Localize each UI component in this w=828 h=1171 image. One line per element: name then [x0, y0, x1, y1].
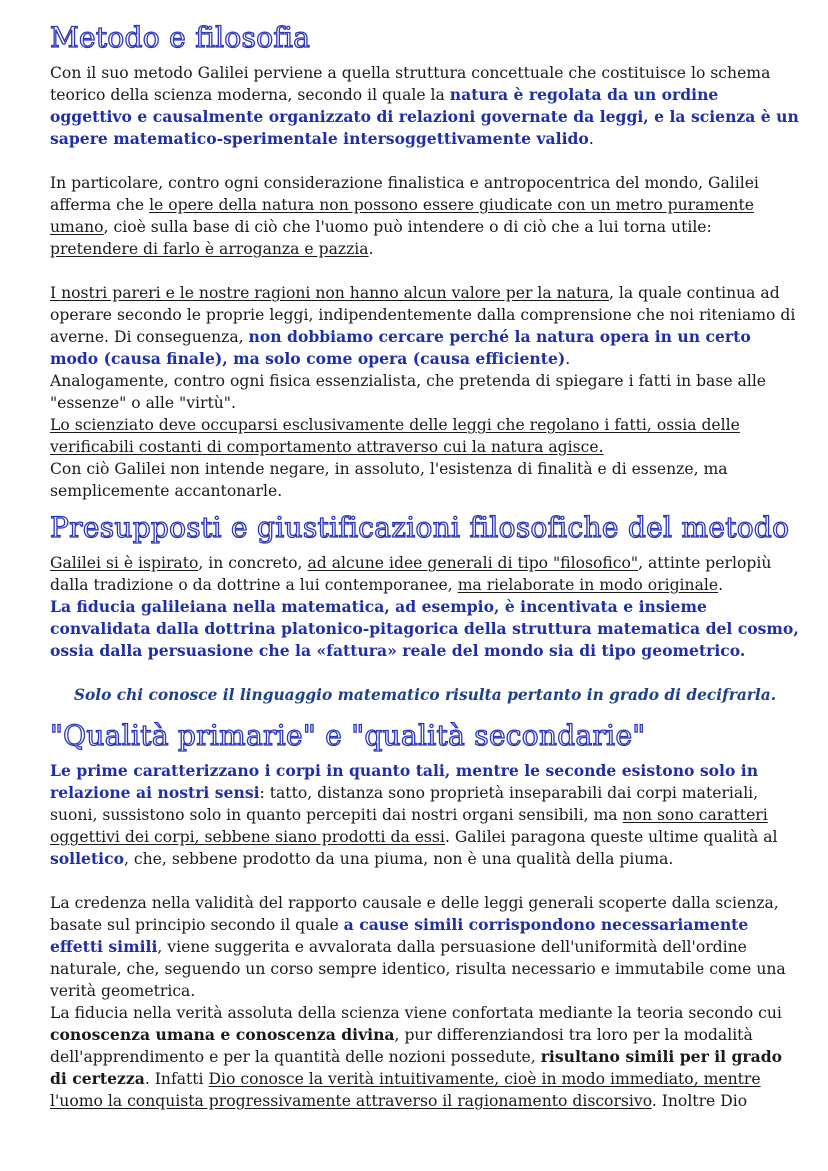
underlined-text: non sono caratteri oggettivi dei corpi, sebbene siano prodotti da essi: [50, 806, 768, 846]
underlined-text: Lo scienziato deve occuparsi esclusivamente delle leggi che regolano i fatti, ossia delle verificabili costanti di comportamento attraverso cui la natura agisce.: [50, 416, 740, 456]
text: .: [368, 240, 374, 258]
underlined-text: Galilei si è ispirato: [50, 554, 199, 572]
underlined-text: Dio conosce la verità intuitivamente, cioè in modo immediato, mentre l'uomo la conquista progressivamente attraverso il ragionamento discorsivo: [50, 1070, 761, 1110]
text: . Inoltre Dio: [651, 1092, 748, 1110]
text: .: [718, 576, 724, 594]
text: , viene suggerita e avvalorata dalla persuasione dell'uniformità dell'ordine naturale, che, seguendo un corso sempre identico, risulta necessario e immutabile come una verità geometrica.: [50, 938, 786, 1000]
text: , pur differenziandosi tra loro per la modalità dell'apprendimento e per la quantità delle nozioni possedute,: [50, 1026, 753, 1066]
text: Con ciò Galilei non intende negare, in assoluto, l'esistenza di finalità e di essenze, ma semplicemente accantonarle.: [50, 460, 728, 500]
text: .: [588, 130, 594, 148]
paragraph: [50, 282, 800, 502]
bold-text: risultano simili per il grado di certezza: [50, 1047, 783, 1088]
text: Analogamente, contro ogni fisica essenzialista, che pretenda di spiegare i fatti in base alle "essenze" o alle "virtù".: [50, 372, 767, 412]
text: La credenza nella validità del rapporto causale e delle leggi generali scoperte dalla scienza, basate sul principio secondo il quale: [50, 894, 779, 934]
bold-text: conoscenza umana e conoscenza divina: [50, 1025, 395, 1044]
text: , cioè sulla base di ciò che l'uomo può intendere o di ciò che a lui torna utile:: [103, 218, 712, 236]
highlight-text: Le prime caratterizzano i corpi in quanto tali, mentre le seconde esistono solo in relazione ai nostri sensi: [50, 761, 759, 802]
paragraph: [50, 760, 800, 870]
highlight-text: La fiducia galileiana nella matematica, ad esempio, è incentivata e insieme convalidata dalla dottrina platonico-pitagorica della struttura matematica del cosmo, ossia dalla persuasione che la «fattura» reale del mondo sia di tipo geometrico.: [50, 597, 799, 660]
underlined-text: ma rielaborate in modo originale: [457, 576, 719, 594]
highlight-text: non dobbiamo cercare perché la natura opera in un certo modo (causa finale), ma solo come opera (causa efficiente): [50, 327, 751, 368]
text: .: [565, 350, 571, 368]
paragraph: [50, 552, 800, 662]
underlined-text: pretendere di farlo è arroganza e pazzia: [50, 240, 369, 258]
highlight-text: solletico: [50, 849, 124, 868]
underlined-text: le opere della natura non possono essere giudicate con un metro puramente umano: [50, 196, 754, 236]
text: , che, sebbene prodotto da una piuma, non è una qualità della piuma.: [123, 850, 674, 868]
highlight-text: natura è regolata da un ordine oggettivo e causalmente organizzato di relazioni governate da leggi, e la scienza è un sapere matematico-sperimentale intersoggettivamente valido: [50, 85, 799, 148]
text: . Infatti: [144, 1070, 209, 1088]
paragraph: [50, 62, 800, 150]
quote: Solo chi conosce il linguaggio matematico risulta pertanto in grado di decifrarla.: [73, 686, 777, 704]
paragraph: [50, 172, 800, 260]
text: , la quale continua ad operare secondo le proprie leggi, indipendentemente dalla comprensione che noi riteniamo di averne. Di conseguenza,: [50, 284, 796, 346]
text: : tatto, distanza sono proprietà inseparabili dai corpi materiali, suoni, sussistono solo in quanto percepiti dai nostri organi sensibili, ma: [50, 784, 759, 824]
highlight-text: a cause simili corrispondono necessariamente effetti simili: [50, 915, 749, 956]
text: La fiducia nella verità assoluta della scienza viene confortata mediante la teoria secondo cui: [50, 1004, 782, 1022]
text: , attinte perlopiù dalla tradizione o da dottrine a lui contemporanee,: [50, 554, 772, 594]
section-title-qualita: "Qualità primarie" e "qualità secondarie": [50, 719, 646, 752]
paragraph: [50, 892, 800, 1112]
section-title-presupposti: Presupposti e giustificazioni filosofiche del metodo: [50, 511, 790, 544]
underlined-text: ad alcune idee generali di tipo "filosofico": [307, 554, 639, 572]
section-title-metodo: Metodo e filosofia: [50, 21, 311, 54]
text: Con il suo metodo Galilei perviene a quella struttura concettuale che costituisce lo schema teorico della scienza moderna, secondo il quale la: [50, 64, 771, 104]
underlined-text: I nostri pareri e le nostre ragioni non hanno alcun valore per la natura: [50, 284, 610, 302]
text: . Galilei paragona queste ultime qualità al: [444, 828, 778, 846]
text: In particolare, contro ogni considerazione finalistica e antropocentrica del mondo, Galilei afferma che: [50, 174, 759, 214]
text: , in concreto,: [198, 554, 308, 572]
